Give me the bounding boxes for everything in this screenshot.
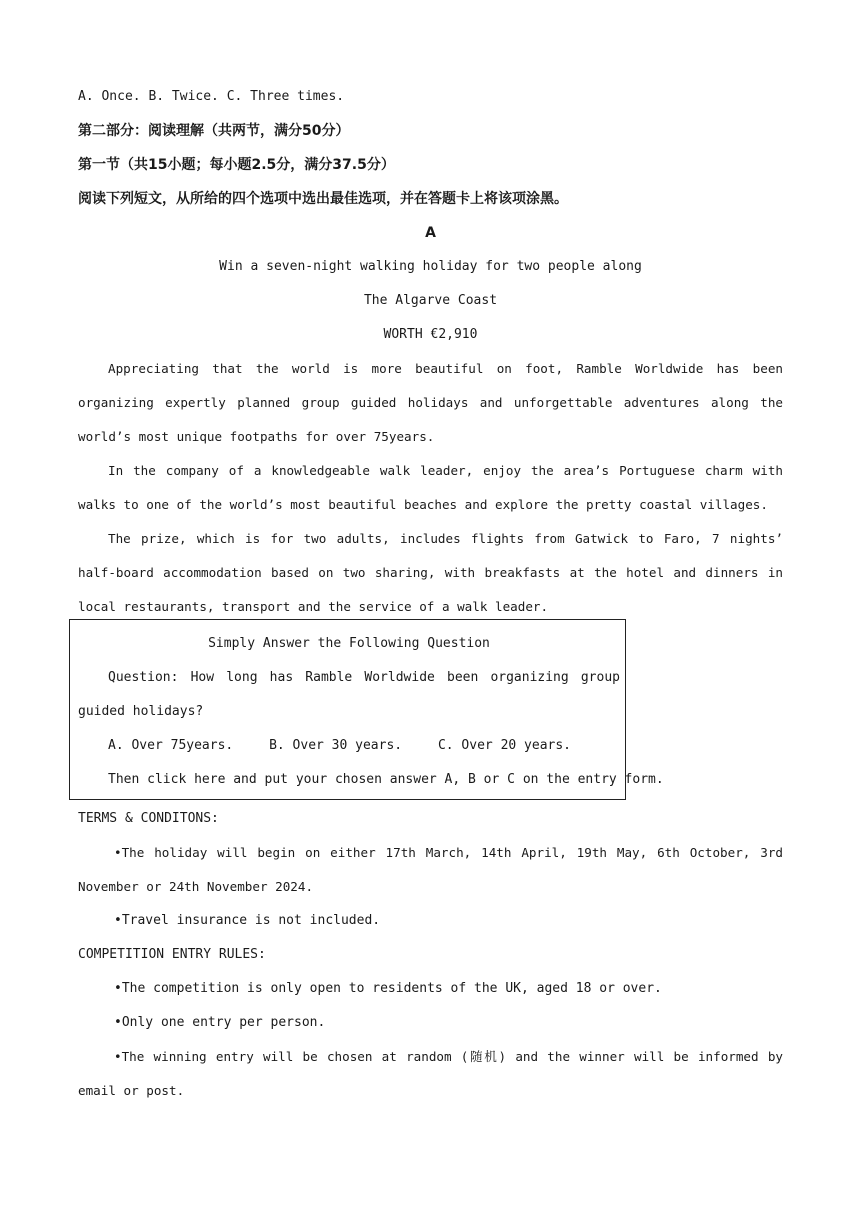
rule-item-3: •The winning entry will be chosen at random (随机) and the winner will be informed by email or post.	[78, 1049, 783, 1098]
question-box-heading: Simply Answer the Following Question	[208, 636, 490, 651]
instructions: 阅读下列短文，从所给的四个选项中选出最佳选项，并在答题卡上将该项涂黑。	[78, 191, 568, 207]
rules-heading: COMPETITION ENTRY RULES:	[78, 947, 266, 962]
terms-section	[78, 802, 783, 1108]
rule-item-1: •The competition is only open to residents of the UK, aged 18 or over.	[114, 981, 662, 996]
title-line-3: WORTH €2,910	[383, 327, 478, 342]
paragraph-1: Appreciating that the world is more beautiful on foot, Ramble Worldwide has been organizing expertly planned group guided holidays and unforgettable adventures along the world’s most unique footpaths for over 75years.	[78, 361, 783, 444]
answer-option-a[interactable]: A. Over 75years.	[108, 738, 234, 753]
section-header: 第二部分：阅读理解（共两节，满分50分）	[78, 123, 350, 139]
answer-options	[78, 729, 620, 763]
term-item-1: •The holiday will begin on either 17th March, 14th April, 19th May, 6th October, 3rd November or 24th November 2024.	[78, 845, 783, 894]
terms-heading: TERMS & CONDITONS:	[78, 811, 219, 826]
question-text: Question: How long has Ramble Worldwide been organizing group guided holidays?	[78, 670, 620, 719]
subsection-header: 第一节（共15小题；每小题2.5分，满分37.5分）	[78, 157, 395, 173]
previous-question-options: A. Once. B. Twice. C. Three times.	[78, 89, 345, 104]
paragraph-2: In the company of a knowledgeable walk leader, enjoy the area’s Portuguese charm with walks to one of the world’s most beautiful beaches and explore the pretty coastal villages.	[78, 463, 783, 512]
answer-option-c[interactable]: C. Over 20 years.	[437, 738, 572, 753]
question-box	[78, 627, 664, 797]
title-line-2: The Algarve Coast	[363, 293, 498, 308]
term-item-2: •Travel insurance is not included.	[114, 913, 381, 928]
answer-option-b[interactable]: B. Over 30 years.	[269, 738, 403, 753]
title-line-1: Win a seven-night walking holiday for two people along	[219, 259, 642, 274]
rule-item-2: •Only one entry per person.	[114, 1015, 326, 1030]
document-page	[78, 80, 783, 624]
paragraph-3: The prize, which is for two adults, includes flights from Gatwick to Faro, 7 nights’ half-board accommodation based on two sharing, with breakfasts at the hotel and dinners in local restaurants, transport and the service of a walk leader.	[78, 531, 783, 614]
entry-instruction[interactable]: Then click here and put your chosen answer A, B or C on the entry form.	[108, 772, 664, 787]
passage-label: A	[425, 225, 436, 241]
